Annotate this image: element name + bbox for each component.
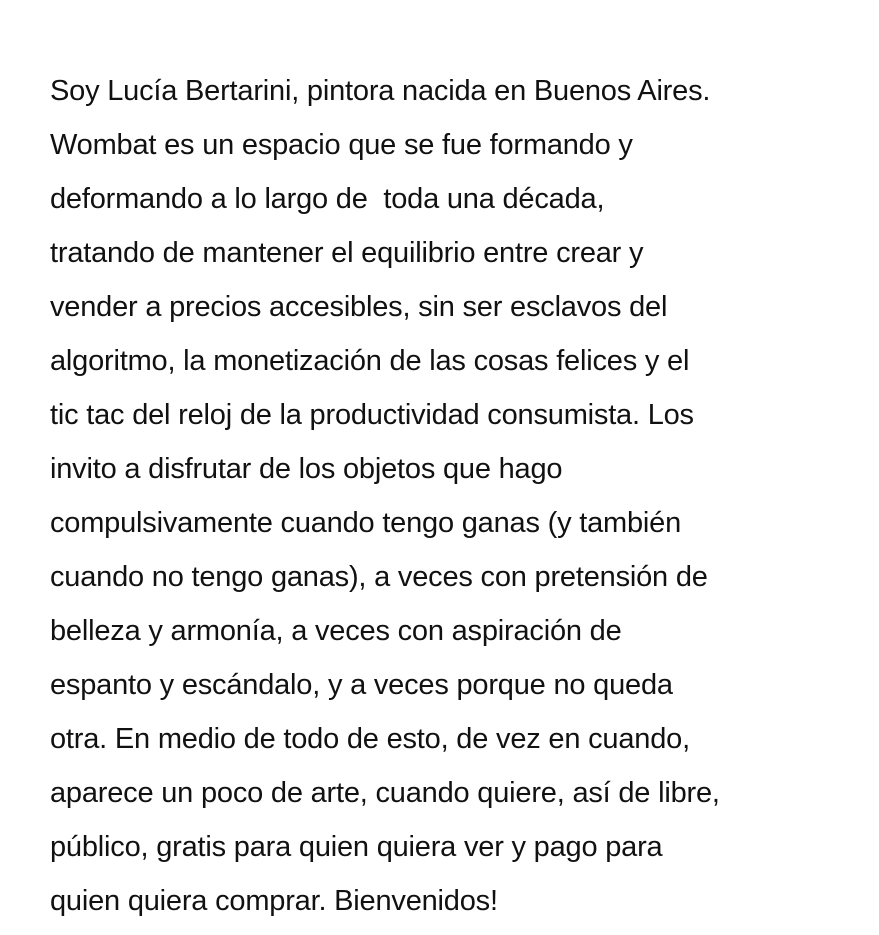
bio-line: Wombat es un espacio que se fue formando y — [50, 129, 633, 161]
bio-line: quien quiera comprar. Bienvenidos! — [50, 885, 498, 917]
bio-line: Soy Lucía Bertarini, pintora nacida en Buenos Aires. — [50, 75, 711, 107]
bio-line: belleza y armonía, a veces con aspiración de — [50, 615, 622, 647]
bio-line: cuando no tengo ganas), a veces con pretensión de — [50, 561, 708, 593]
bio-line: tic tac del reloj de la productividad consumista. Los — [50, 399, 694, 431]
bio-line: compulsivamente cuando tengo ganas (y también — [50, 507, 681, 539]
bio-paragraph — [50, 64, 850, 928]
bio-line: otra. En medio de todo de esto, de vez en cuando, — [50, 723, 690, 755]
bio-line: público, gratis para quien quiera ver y pago para — [50, 831, 663, 863]
bio-line: deformando a lo largo de toda una década, — [50, 183, 605, 215]
bio-line: espanto y escándalo, y a veces porque no queda — [50, 669, 673, 701]
bio-line: algoritmo, la monetización de las cosas felices y el — [50, 345, 690, 377]
bio-line: invito a disfrutar de los objetos que hago — [50, 453, 563, 485]
bio-line: aparece un poco de arte, cuando quiere, así de libre, — [50, 777, 720, 809]
bio-line: vender a precios accesibles, sin ser esclavos del — [50, 291, 668, 323]
bio-line: tratando de mantener el equilibrio entre crear y — [50, 237, 644, 269]
